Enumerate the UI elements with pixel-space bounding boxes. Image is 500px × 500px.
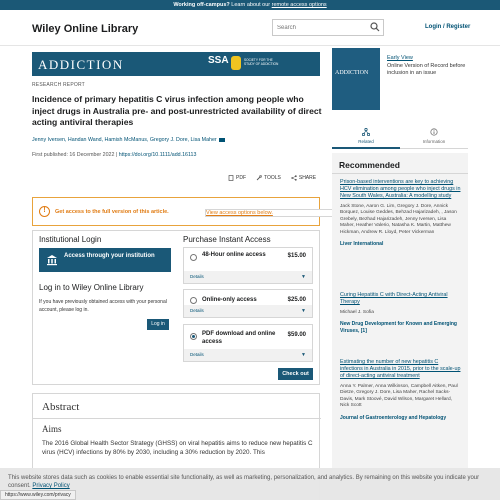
purchase-heading: Purchase Instant Access <box>183 235 271 244</box>
article-title: Incidence of primary hepatitis C virus infection among people who inject drugs in Australia pre- and post-unrestricted availability of direct acting antiviral therapies <box>32 94 322 127</box>
article-tools <box>228 175 316 181</box>
tools-label: TOOLS <box>264 175 281 181</box>
access-notice-text <box>55 209 273 216</box>
institution-access-button[interactable] <box>39 248 171 272</box>
cover-title: ADDICTION <box>335 70 369 76</box>
author-list <box>32 137 322 143</box>
site-header <box>0 10 500 46</box>
recommended-authors: Michael J. Sofia <box>340 310 374 315</box>
early-view-link[interactable]: Early View <box>387 55 413 61</box>
off-campus-bar <box>0 0 500 10</box>
access-panel <box>32 230 320 385</box>
tab-related-label: Related <box>358 139 374 144</box>
chevron-down-icon: ▼ <box>301 308 306 314</box>
recommended-journal[interactable]: Journal of Gastroenterology and Hepatology <box>340 414 447 421</box>
journal-name: ADDICTION <box>38 57 124 72</box>
option-details[interactable] <box>184 305 312 317</box>
pdf-button[interactable] <box>228 175 246 181</box>
chevron-down-icon: ▼ <box>301 274 306 280</box>
recommended-item <box>340 359 462 421</box>
related-icon <box>362 128 370 136</box>
off-campus-text: Learn about our <box>229 2 272 8</box>
recommended-journal[interactable]: New Drug Development for Known and Emerging Viruses, [1] <box>340 321 457 334</box>
purchase-option-pdf[interactable] <box>183 324 313 362</box>
abstract-heading: Abstract <box>42 401 80 413</box>
share-label: SHARE <box>298 175 317 181</box>
share-icon <box>291 175 297 181</box>
share-button[interactable] <box>291 175 316 181</box>
option-details[interactable] <box>184 349 312 361</box>
option-details[interactable] <box>184 271 312 283</box>
search-icon[interactable] <box>370 22 380 32</box>
info-icon <box>430 128 438 136</box>
warning-icon: ! <box>39 206 50 217</box>
publication-line <box>32 152 196 158</box>
pdf-icon <box>228 175 234 181</box>
details-label: Details <box>190 308 204 313</box>
journal-banner[interactable] <box>32 52 320 76</box>
recommended-authors: Anna Y. Palmer, Anna Wilkinson, Campbell Aitken, Paul Dietze, Gregory J. Dore, Lisa Maher, Rachel Sacks-Davis, Mark Stoové, David Wilson, Margaret Hellard, Nick Scott <box>340 384 458 409</box>
option-price: $25.00 <box>287 297 306 303</box>
radio-48h[interactable] <box>190 254 197 261</box>
log-in-button[interactable]: Log in <box>147 319 169 330</box>
abstract-divider <box>33 418 321 419</box>
wrench-icon <box>256 175 262 181</box>
pub-separator: | <box>114 152 119 158</box>
search-box <box>272 19 384 36</box>
wiley-logo[interactable]: Wiley Online Library <box>32 23 139 35</box>
recommended-divider <box>332 173 468 174</box>
aims-heading: Aims <box>42 424 62 434</box>
recommended-item <box>340 292 462 334</box>
recommended-title-link[interactable]: Curing Hepatitis C with Direct-Acting Antiviral Therapy <box>340 292 448 305</box>
search-input[interactable] <box>273 20 368 35</box>
institutional-login-heading: Institutional Login <box>39 235 102 244</box>
view-access-options-link[interactable]: View access options below. <box>205 209 335 217</box>
details-label: Details <box>190 274 204 279</box>
tab-information[interactable] <box>400 124 468 149</box>
cookie-message: This website stores data such as cookies to enable essential site functionality, as well as marketing, personalization, and analytics. By remaining on this website you indicate your consent. <box>8 475 480 489</box>
ssa-emblem-icon <box>231 56 241 70</box>
access-notice <box>32 197 320 226</box>
journal-cover[interactable] <box>332 48 380 110</box>
login-register-link[interactable]: Login / Register <box>425 24 471 30</box>
institution-icon <box>46 254 58 266</box>
pdf-label: PDF <box>236 175 246 181</box>
purchase-option-online[interactable] <box>183 289 313 318</box>
early-view-text: Online Version of Record before inclusion in an issue <box>387 63 466 76</box>
tab-information-label: Information <box>422 139 446 144</box>
recommended-journal[interactable]: Liver International <box>340 241 384 248</box>
recommended-heading: Recommended <box>339 160 400 170</box>
option-label: 48-Hour online access <box>202 252 266 258</box>
doi-link[interactable]: https://doi.org/10.1111/add.16113 <box>118 152 197 158</box>
ssa-logo: SSA <box>208 55 229 66</box>
wiley-login-heading: Log in to Wiley Online Library <box>39 283 144 292</box>
abstract-text: The 2016 Global Health Sector Strategy (GHSS) on viral hepatitis aims to reduce new hepatitis C virus (HCV) infections by 80% by 2030, including a 30% reduction by 2020. This <box>42 440 313 456</box>
recommended-title-link[interactable]: Prison-based interventions are key to achieving HCV elimination among people who inject drugs in New South Wales, Australia: A modelling study <box>340 179 461 199</box>
sidebar-tabs <box>332 124 468 149</box>
article-type: RESEARCH REPORT <box>32 82 85 88</box>
status-bar-url: https://www.wiley.com/privacy <box>0 490 76 500</box>
recommended-item <box>340 179 462 247</box>
first-published: First published: 16 December 2022 <box>32 152 115 158</box>
recommended-authors: Jack Stone, Aaron G. Lim, Gregory J. Dore, Annick Borquez, Louise Geddes, Behzad Hajarizadeh, , Jason Grebely, Bezhad Hajarizadeh, Jenny Iversen, Lisa Maher, Heather Valerio, Natasha K. Martin, Matthew Hickman, Andrew R. Lloyd, Peter Vickerman <box>340 204 457 235</box>
recommended-panel <box>332 153 468 500</box>
option-label: Online-only access <box>202 297 257 303</box>
tab-related[interactable] <box>332 124 400 149</box>
cookie-text <box>8 474 496 490</box>
radio-pdf[interactable] <box>190 333 197 340</box>
off-campus-bold: Working off-campus? <box>173 2 230 8</box>
checkout-button[interactable]: Check out <box>278 368 313 380</box>
option-price: $15.00 <box>287 253 306 259</box>
recommended-title-link[interactable]: Estimating the number of new hepatitis C infections in Australia in 2015, prior to the scale-up of direct-acting antiviral treatment <box>340 359 461 379</box>
wiley-login-text: If you have previously obtained access with your personal account, please log in. <box>39 299 167 313</box>
access-notice-bold: Get access to the full version of this article. <box>55 209 169 215</box>
remote-access-link[interactable]: remote access options <box>271 2 327 8</box>
authors-text[interactable]: Jenny Iversen, Handan Wand, Hamish McManus, Gregory J. Dore, Lisa Maher <box>32 137 217 143</box>
purchase-option-48h[interactable] <box>183 247 313 284</box>
chevron-down-icon: ▼ <box>301 352 306 358</box>
tools-button[interactable] <box>256 175 281 181</box>
option-price: $59.00 <box>287 332 306 338</box>
institution-access-label: Access through your institution <box>64 253 155 259</box>
radio-online[interactable] <box>190 297 197 304</box>
mail-icon[interactable] <box>219 138 225 142</box>
ssa-text: SOCIETY FOR THE STUDY OF ADDICTION <box>244 58 279 66</box>
privacy-policy-link[interactable]: Privacy Policy <box>32 483 70 489</box>
option-label: PDF download and online access <box>202 331 276 345</box>
details-label: Details <box>190 352 204 357</box>
